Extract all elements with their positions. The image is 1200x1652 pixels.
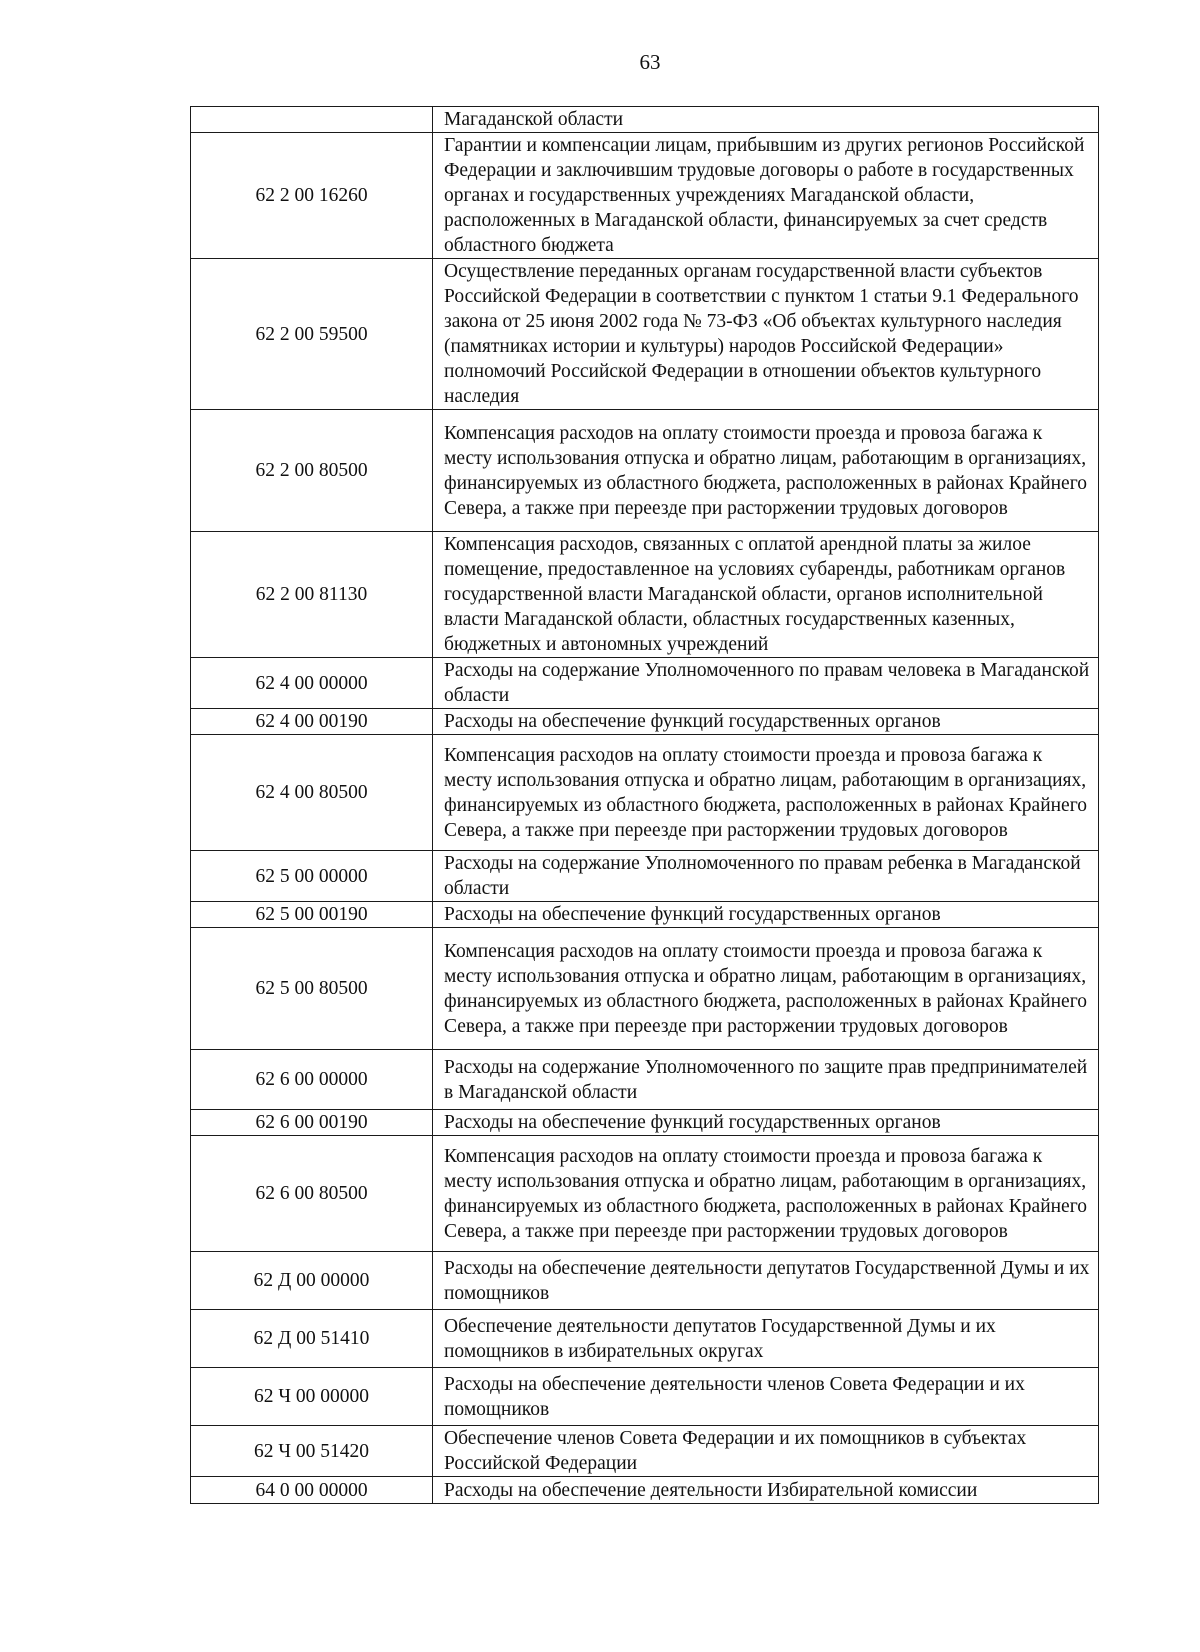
table-row: [191, 1110, 1099, 1136]
classification-code-cell: 64 0 00 00000: [191, 1477, 433, 1504]
classification-code-cell: 62 Ч 00 51420: [191, 1426, 433, 1477]
expense-description-cell: Гарантии и компенсации лицам, прибывшим из других регионов Российской Федерации и заключившим трудовые договоры о работе в государственных органах и государственных учреждениях Магаданской области, расположенных в Магаданской области, финансируемых за счет средств областного бюджета: [433, 133, 1099, 259]
table-row: [191, 259, 1099, 410]
table-row: [191, 1050, 1099, 1110]
classification-code-cell: 62 2 00 80500: [191, 410, 433, 532]
expense-description-cell: Обеспечение членов Совета Федерации и их помощников в субъектах Российской Федерации: [433, 1426, 1099, 1477]
classification-code-cell: 62 2 00 59500: [191, 259, 433, 410]
table-row: [191, 1368, 1099, 1426]
expense-description-cell: Расходы на содержание Уполномоченного по правам человека в Магаданской области: [433, 658, 1099, 709]
table-row: [191, 851, 1099, 902]
table-row: [191, 1310, 1099, 1368]
expense-description-cell: Магаданской области: [433, 107, 1099, 133]
table-row: [191, 735, 1099, 851]
expense-description-cell: Компенсация расходов на оплату стоимости проезда и провоза багажа к месту использования отпуска и обратно лицам, работающим в организациях, финансируемых из областного бюджета, расположенных в районах Крайнего Севера, а также при переезде при расторжении трудовых договоров: [433, 410, 1099, 532]
expense-description-cell: Компенсация расходов на оплату стоимости проезда и провоза багажа к месту использования отпуска и обратно лицам, работающим в организациях, финансируемых из областного бюджета, расположенных в районах Крайнего Севера, а также при переезде при расторжении трудовых договоров: [433, 1136, 1099, 1252]
classification-code-cell: 62 4 00 00190: [191, 709, 433, 735]
expense-description-cell: Компенсация расходов на оплату стоимости проезда и провоза багажа к месту использования отпуска и обратно лицам, работающим в организациях, финансируемых из областного бюджета, расположенных в районах Крайнего Севера, а также при переезде при расторжении трудовых договоров: [433, 928, 1099, 1050]
classification-code-cell: 62 Д 00 00000: [191, 1252, 433, 1310]
table-row: [191, 928, 1099, 1050]
classification-code-cell: 62 5 00 00000: [191, 851, 433, 902]
table-row: [191, 1136, 1099, 1252]
classification-code-cell: 62 4 00 80500: [191, 735, 433, 851]
expense-description-cell: Расходы на обеспечение деятельности депутатов Государственной Думы и их помощников: [433, 1252, 1099, 1310]
classification-code-cell: 62 6 00 80500: [191, 1136, 433, 1252]
table-row: [191, 709, 1099, 735]
expense-description-cell: Расходы на содержание Уполномоченного по защите прав предпринимателей в Магаданской области: [433, 1050, 1099, 1110]
table-row: [191, 658, 1099, 709]
expense-description-cell: Компенсация расходов на оплату стоимости проезда и провоза багажа к месту использования отпуска и обратно лицам, работающим в организациях, финансируемых из областного бюджета, расположенных в районах Крайнего Севера, а также при переезде при расторжении трудовых договоров: [433, 735, 1099, 851]
table-row: [191, 1426, 1099, 1477]
classification-code-cell: 62 6 00 00000: [191, 1050, 433, 1110]
classification-code-cell: 62 Ч 00 00000: [191, 1368, 433, 1426]
expense-description-cell: Расходы на обеспечение деятельности Избирательной комиссии: [433, 1477, 1099, 1504]
page-number: 63: [639, 50, 661, 74]
budget-classification-table: [190, 106, 1099, 1504]
table-row: [191, 902, 1099, 928]
classification-code-cell: 62 Д 00 51410: [191, 1310, 433, 1368]
table-row: [191, 1252, 1099, 1310]
table-row: [191, 133, 1099, 259]
expense-description-cell: Расходы на содержание Уполномоченного по правам ребенка в Магаданской области: [433, 851, 1099, 902]
table-row: [191, 532, 1099, 658]
classification-code-cell: 62 6 00 00190: [191, 1110, 433, 1136]
expense-description-cell: Расходы на обеспечение функций государственных органов: [433, 902, 1099, 928]
classification-code-cell: 62 5 00 80500: [191, 928, 433, 1050]
classification-code-cell: 62 2 00 81130: [191, 532, 433, 658]
table-row: [191, 107, 1099, 133]
expense-description-cell: Осуществление переданных органам государственной власти субъектов Российской Федерации в соответствии с пунктом 1 статьи 9.1 Федерального закона от 25 июня 2002 года № 73-ФЗ «Об объектах культурного наследия (памятниках истории и культуры) народов Российской Федерации» полномочий Российской Федерации в отношении объектов культурного наследия: [433, 259, 1099, 410]
classification-code-cell: 62 2 00 16260: [191, 133, 433, 259]
expense-description-cell: Расходы на обеспечение функций государственных органов: [433, 709, 1099, 735]
expense-description-cell: Расходы на обеспечение функций государственных органов: [433, 1110, 1099, 1136]
expense-description-cell: Компенсация расходов, связанных с оплатой арендной платы за жилое помещение, предоставленное на условиях субаренды, работникам органов государственной власти Магаданской области, органов исполнительной власти Магаданской области, областных государственных казенных, бюджетных и автономных учреждений: [433, 532, 1099, 658]
expense-description-cell: Расходы на обеспечение деятельности членов Совета Федерации и их помощников: [433, 1368, 1099, 1426]
table-row: [191, 1477, 1099, 1504]
table-row: [191, 410, 1099, 532]
table-body: [191, 107, 1099, 1504]
classification-code-cell: [191, 107, 433, 133]
classification-code-cell: 62 5 00 00190: [191, 902, 433, 928]
classification-code-cell: 62 4 00 00000: [191, 658, 433, 709]
expense-description-cell: Обеспечение деятельности депутатов Государственной Думы и их помощников в избирательных округах: [433, 1310, 1099, 1368]
